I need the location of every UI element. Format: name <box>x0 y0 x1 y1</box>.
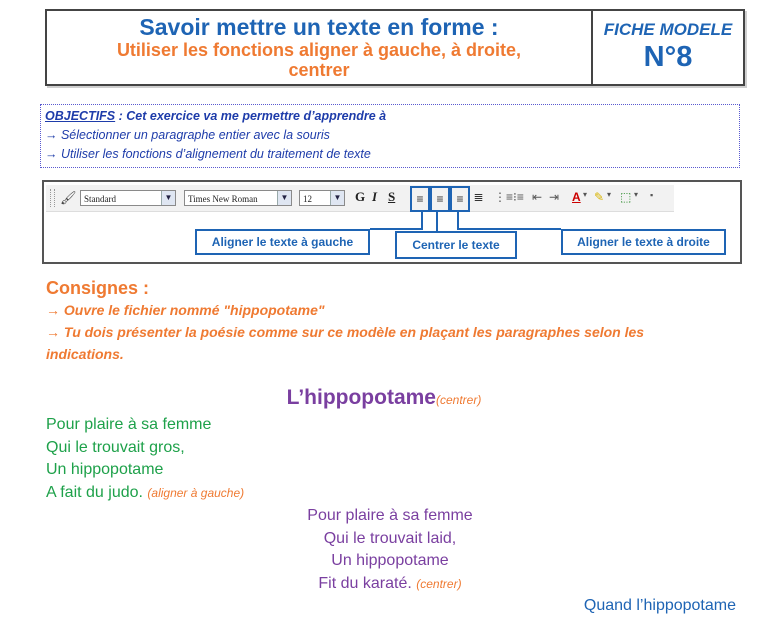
highlight-icon[interactable]: ✎ <box>594 190 605 204</box>
font-select-value: Times New Roman <box>188 194 258 204</box>
justify-button[interactable] <box>470 189 487 206</box>
poem-line <box>0 573 768 596</box>
objectives-box <box>40 104 740 168</box>
poem-line: Quand l’hippopotame <box>583 597 736 614</box>
poem-title-text: L’hippopotame <box>286 386 436 409</box>
instruction-line: → Tu dois présenter la poésie comme sur ce modèle en plaçant les paragraphes selon les <box>46 324 645 340</box>
align-right-button[interactable] <box>450 186 470 212</box>
size-select[interactable] <box>299 190 345 206</box>
poem-line: Qui le trouvait gros, <box>46 438 185 456</box>
chevron-down-icon[interactable]: ▼ <box>277 191 291 205</box>
header-title-cell <box>47 11 593 84</box>
toolbar-illustration <box>42 180 742 264</box>
poem-line: Pour plaire à sa femme <box>46 416 212 433</box>
connector-center <box>436 210 438 232</box>
stanza-hint: (centrer) <box>416 576 462 591</box>
stanza-right <box>584 596 736 616</box>
poem-line: Pour plaire à sa femme <box>307 507 473 524</box>
chevron-down-icon[interactable]: ▼ <box>161 191 175 205</box>
stanza-hint: (aligner à gauche) <box>147 485 245 500</box>
instruction-line: indications. <box>46 346 124 362</box>
poem-line-text: Fit du karaté. <box>318 574 417 592</box>
fiche-cell <box>593 11 743 84</box>
objectives-heading <box>45 107 735 126</box>
page-subtitle-line2: centrer <box>288 60 350 80</box>
font-select[interactable] <box>184 190 292 206</box>
justify-icon: ≣ <box>473 190 484 204</box>
toolbar-overflow-icon[interactable]: ▪ <box>650 190 654 200</box>
style-select-value: Standard <box>84 194 116 204</box>
bold-button[interactable]: G <box>355 189 366 204</box>
chevron-down-icon[interactable]: ▼ <box>330 191 344 205</box>
objective-item: → Utiliser les fonctions d’alignement du traitement de texte <box>45 147 371 161</box>
connector-left-horizontal <box>370 228 423 230</box>
instructions-title: Consignes : <box>46 278 150 298</box>
style-select[interactable] <box>80 190 176 206</box>
fiche-label: FICHE MODELE <box>603 20 733 39</box>
background-color-icon[interactable]: ⬚ <box>620 190 632 204</box>
poem-title-hint: (centrer) <box>435 393 482 407</box>
poem-title <box>0 386 768 410</box>
page-subtitle-line1: Utiliser les fonctions aligner à gauche, à droite, <box>116 40 522 60</box>
toolbar-grip[interactable] <box>50 189 55 207</box>
poem-line: Un hippopotame <box>331 552 449 569</box>
formatting-toolbar <box>46 185 674 212</box>
objectives-intro: : Cet exercice va me permettre d’apprendre à <box>115 109 387 123</box>
connector-right <box>457 210 459 230</box>
align-center-button[interactable] <box>430 186 450 212</box>
bullet-list-icon[interactable]: ⁝≡ <box>513 190 524 204</box>
chevron-down-icon[interactable]: ▾ <box>634 190 639 199</box>
align-right-icon: ≡ <box>456 192 464 206</box>
increase-indent-icon[interactable]: ⇥ <box>549 190 560 204</box>
stanza-center <box>0 505 768 595</box>
italic-button[interactable]: I <box>372 189 378 204</box>
instruction-line: → Ouvre le fichier nommé "hippopotame" <box>46 302 325 318</box>
callout-align-left: Aligner le texte à gauche <box>195 229 370 255</box>
instructions <box>46 277 746 365</box>
callout-center: Centrer le texte <box>395 231 517 259</box>
numbered-list-icon[interactable]: ⋮≡ <box>494 190 514 204</box>
fiche-number: N°8 <box>643 41 693 73</box>
page-title: Savoir mettre un texte en forme : <box>139 14 499 40</box>
decrease-indent-icon[interactable]: ⇤ <box>532 190 543 204</box>
poem-line <box>46 482 244 505</box>
size-select-value: 12 <box>303 194 312 204</box>
chevron-down-icon[interactable]: ▾ <box>583 190 588 199</box>
header-box <box>45 9 745 86</box>
stanza-left <box>46 414 244 504</box>
poem-line: Un hippopotame <box>46 461 164 478</box>
callout-align-right: Aligner le texte à droite <box>561 229 726 255</box>
objective-item: → Sélectionner un paragraphe entier avec la souris <box>45 128 330 142</box>
objectives-label: OBJECTIFS <box>45 109 116 123</box>
align-left-button[interactable] <box>410 186 430 212</box>
poem-line: Qui le trouvait laid, <box>323 529 457 547</box>
chevron-down-icon[interactable]: ▾ <box>607 190 612 199</box>
underline-button[interactable]: S <box>388 189 396 204</box>
align-left-icon: ≡ <box>416 192 424 206</box>
font-color-icon[interactable]: A <box>572 190 581 204</box>
poem-line-text: A fait du judo. <box>46 483 148 501</box>
connector-left <box>421 210 423 230</box>
align-center-icon: ≡ <box>436 192 444 206</box>
connector-right-horizontal <box>457 228 561 230</box>
style-brush-icon[interactable]: 🖌 <box>60 190 77 205</box>
